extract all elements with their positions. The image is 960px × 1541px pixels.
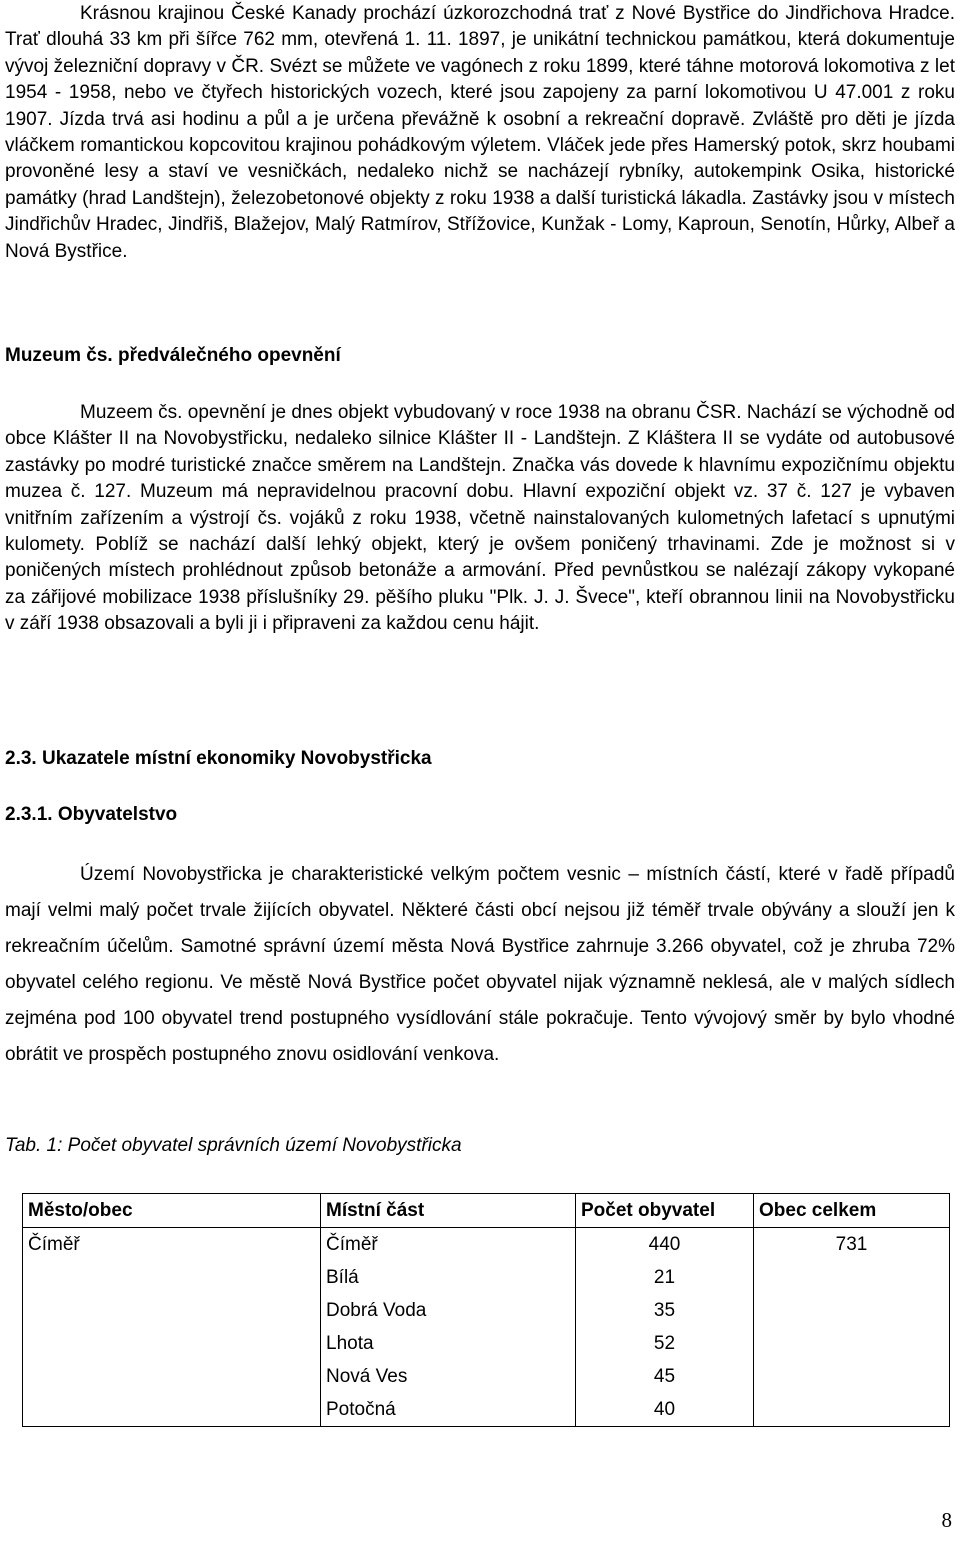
cell-municipality: Číměř bbox=[23, 1228, 321, 1262]
table-row bbox=[23, 1393, 950, 1427]
population-paragraph: Území Novobystřicka je charakteristické velkým počtem vesnic – místních částí, které v řadě případů mají velmi malý počet trvale žijících obyvatel. Některé části obcí nejsou již téměř trvale obývány a slouží jen k rekreačním účelům. Samotné správní území města Nová Bystřice zahrnuje 3.266 obyvatel, což je zhruba 72% obyvatel celého regionu. Ve městě Nová Bystřice počet obyvatel nijak významně neklesá, ale v malých sídlech zejména pod 100 obyvatel trend postupného vysídlování stále pokračuje. Tento vývojový směr by bylo vhodné obrátit ve prospěch postupného znovu osidlování venkova. bbox=[5, 864, 955, 1065]
cell-population: 21 bbox=[576, 1261, 754, 1294]
cell-municipality bbox=[23, 1393, 321, 1427]
table-row bbox=[23, 1360, 950, 1393]
table-header-row bbox=[23, 1194, 950, 1228]
cell-population: 35 bbox=[576, 1294, 754, 1327]
cell-local-part: Nová Ves bbox=[321, 1360, 576, 1393]
cell-population: 40 bbox=[576, 1393, 754, 1427]
header-municipality: Město/obec bbox=[23, 1194, 321, 1228]
population-table bbox=[22, 1193, 950, 1427]
table-row bbox=[23, 1228, 950, 1262]
cell-total bbox=[754, 1327, 950, 1360]
cell-local-part: Lhota bbox=[321, 1327, 576, 1360]
cell-population: 45 bbox=[576, 1360, 754, 1393]
cell-municipality bbox=[23, 1294, 321, 1327]
header-local-part: Místní část bbox=[321, 1194, 576, 1228]
cell-local-part: Číměř bbox=[321, 1228, 576, 1262]
cell-population: 440 bbox=[576, 1228, 754, 1262]
cell-municipality bbox=[23, 1327, 321, 1360]
museum-paragraph: Muzeem čs. opevnění je dnes objekt vybudovaný v roce 1938 na obranu ČSR. Nachází se východně od obce Klášter II na Novobystřicku, nedaleko silnice Klášter II - Landštejn. Z Kláštera II se vydáte od autobusové zastávky po modré turistické značce směrem na Landštejn. Značka vás dovede k hlavnímu expozičnímu objektu muzea č. 127. Muzeum má nepravidelnou pracovní dobu. Hlavní expoziční objekt vz. 37 č. 127 je vybaven vnitřním zařízením a výstrojí čs. vojáků z roku 1938, včetně nainstalovaných kulometných lafetací s upnutými kulomety. Poblíž se nachází další lehký objekt, který je ovšem poničený trhavinami. Zde je možnost si v poničených místech prohlédnout způsob betonáže a armování. Před pevnůstkou se nalézají zákopy vykopané za zářijové mobilizace 1938 příslušníky 29. pěšího pluku "Plk. J. J. Švece", kteří obrannou linii na Novobystřicku v září 1938 obsazovali a byli ji i připraveni za každou cenu hájit. bbox=[5, 402, 955, 635]
cell-local-part: Potočná bbox=[321, 1393, 576, 1427]
cell-local-part: Dobrá Voda bbox=[321, 1294, 576, 1327]
header-population: Počet obyvatel bbox=[576, 1194, 754, 1228]
cell-municipality bbox=[23, 1261, 321, 1294]
subsection-heading: 2.3.1. Obyvatelstvo bbox=[5, 804, 178, 825]
museum-heading: Muzeum čs. předválečného opevnění bbox=[5, 345, 341, 366]
railway-paragraph: Krásnou krajinou České Kanady prochází úzkorozchodná trať z Nové Bystřice do Jindřichova Hradce. Trať dlouhá 33 km při šířce 762 mm, otevřená 1. 11. 1897, je unikátní technickou památkou, která dokumentuje vývoj železniční dopravy v ČR. Svézt se můžete ve vagónech z roku 1899, které táhne motorová lokomotiva z let 1954 - 1958, nebo ve čtyřech historických vozech, které jsou zapojeny za parní lokomotivou U 47.001 z roku 1907. Jízda trvá asi hodinu a půl a je určena převážně k osobní a rekreační dopravě. Zvláště pro děti je jízda vláčkem romantickou kopcovitou krajinou pohádkovým výletem. Vláček jede přes Hamerský potok, skrz houbami provoněné lesy a staví ve vesničkách, nedaleko nichž se nacházejí rybníky, autokempink Osika, historické památky (hrad Landštejn), železobetonové objekty z roku 1938 a další turistická lákadla. Zastávky jsou v místech Jindřichův Hradec, Jindřiš, Blažejov, Malý Ratmírov, Střížovice, Kunžak - Lomy, Kaproun, Senotín, Hůrky, Albeř a Nová Bystřice. bbox=[5, 3, 955, 262]
table-row bbox=[23, 1327, 950, 1360]
cell-total: 731 bbox=[754, 1228, 950, 1262]
header-municipality-total: Obec celkem bbox=[754, 1194, 950, 1228]
table-row bbox=[23, 1261, 950, 1294]
cell-total bbox=[754, 1360, 950, 1393]
cell-total bbox=[754, 1294, 950, 1327]
table-row bbox=[23, 1294, 950, 1327]
cell-local-part: Bílá bbox=[321, 1261, 576, 1294]
cell-municipality bbox=[23, 1360, 321, 1393]
table-caption: Tab. 1: Počet obyvatel správních území Novobystřicka bbox=[5, 1135, 462, 1156]
cell-total bbox=[754, 1393, 950, 1427]
cell-total bbox=[754, 1261, 950, 1294]
cell-population: 52 bbox=[576, 1327, 754, 1360]
section-heading: 2.3. Ukazatele místní ekonomiky Novobystřicka bbox=[5, 748, 432, 769]
page-number: 8 bbox=[941, 1508, 952, 1532]
